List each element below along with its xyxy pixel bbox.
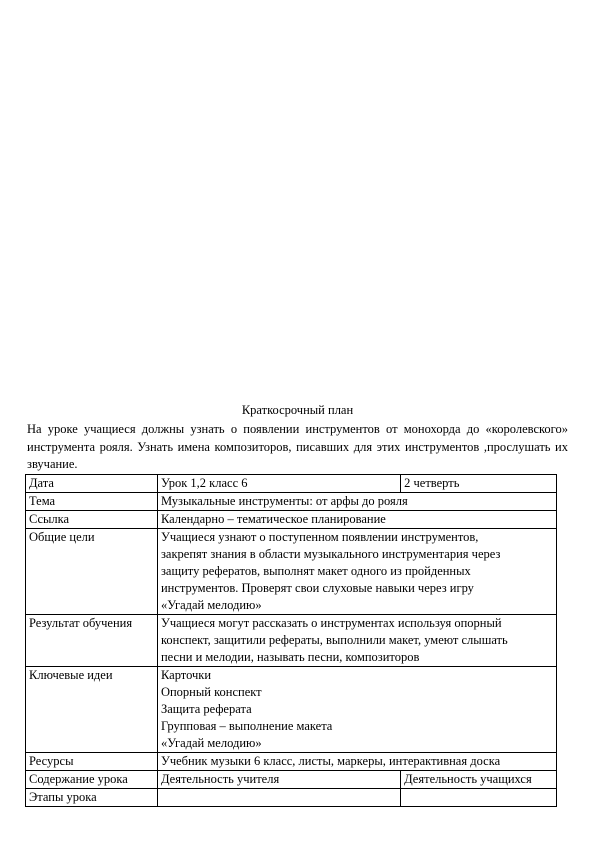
key-idea-line: Защита реферата: [160, 702, 252, 716]
table-row-stages: [26, 789, 557, 807]
lesson-plan-table: [25, 474, 557, 807]
topic-label: Тема: [26, 493, 158, 511]
goals-label: Общие цели: [26, 529, 158, 615]
results-label: Результат обучения: [26, 615, 158, 667]
topic-value: Музыкальные инструменты: от арфы до рояля: [157, 493, 556, 511]
resources-label: Ресурсы: [26, 753, 158, 771]
goals-line: «Угадай мелодию»: [160, 598, 262, 612]
stages-teacher-cell: [157, 789, 400, 807]
table-row-topic: [26, 493, 557, 511]
content-label: Содержание урока: [26, 771, 158, 789]
student-activity-header: Деятельность учащихся: [401, 771, 557, 789]
key-ideas-label: Ключевые идеи: [26, 667, 158, 753]
resources-value: Учебник музыки 6 класс, листы, маркеры, интерактивная доска: [157, 753, 556, 771]
results-line: Учащиеся могут рассказать о инструментах используя опорный: [160, 616, 502, 630]
goals-line: инструментов. Проверят свои слуховые навыки через игру: [160, 581, 474, 595]
key-idea-line: Опорный конспект: [160, 685, 262, 699]
intro-paragraph: На уроке учащиеся должны узнать о появлении инструментов от монохорда до «королевского» инструмента рояля. Узнать имена композиторов, писавших для этих инструментов ,прослушать их звучание.: [27, 422, 568, 471]
goals-value: [157, 529, 556, 615]
goals-line: Учащиеся узнают о поступенном появлении инструментов,: [160, 530, 479, 544]
table-row-link: [26, 511, 557, 529]
key-idea-line: Групповая – выполнение макета: [160, 719, 333, 733]
table-row-results: [26, 615, 557, 667]
stages-label: Этапы урока: [26, 789, 158, 807]
goals-line: закрепят знания в области музыкального инструментария через: [160, 547, 501, 561]
quarter-value: 2 четверть: [401, 475, 557, 493]
teacher-activity-header: Деятельность учителя: [157, 771, 400, 789]
table-row-date: [26, 475, 557, 493]
date-label: Дата: [26, 475, 158, 493]
key-ideas-value: [157, 667, 556, 753]
table-row-content: [26, 771, 557, 789]
goals-line: защиту рефератов, выполнят макет одного из пройденных: [160, 564, 471, 578]
table-row-goals: [26, 529, 557, 615]
key-idea-line: Карточки: [160, 668, 212, 682]
results-line: конспект, защитили рефераты, выполнили макет, умеют слышать: [160, 633, 508, 647]
stages-students-cell: [401, 789, 557, 807]
page-title: Краткосрочный план: [241, 403, 354, 417]
link-label: Ссылка: [26, 511, 158, 529]
results-value: [157, 615, 556, 667]
link-value: Календарно – тематическое планирование: [157, 511, 556, 529]
table-row-key-ideas: [26, 667, 557, 753]
key-idea-line: «Угадай мелодию»: [160, 736, 262, 750]
lesson-value: Урок 1,2 класс 6: [157, 475, 400, 493]
results-line: песни и мелодии, называть песни, композиторов: [160, 650, 420, 664]
table-row-resources: [26, 753, 557, 771]
